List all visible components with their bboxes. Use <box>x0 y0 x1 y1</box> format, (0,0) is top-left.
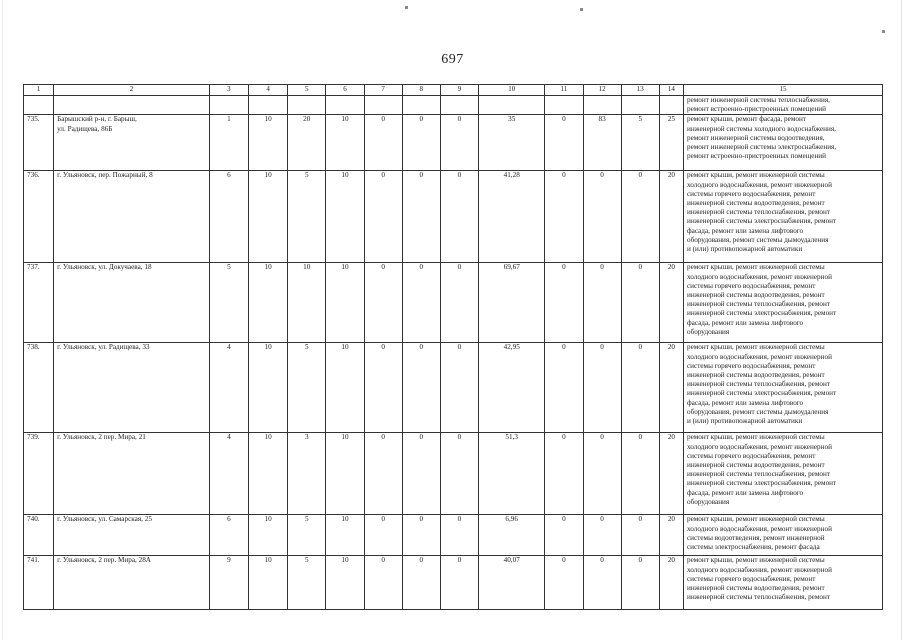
value-cell-c14: 20 <box>659 515 683 556</box>
scan-mark <box>580 8 583 11</box>
value-cell-c11: 0 <box>545 343 583 433</box>
address-cell <box>54 556 210 610</box>
works-cell <box>683 115 882 171</box>
value-cell-c13: 0 <box>621 263 659 343</box>
value-cell-c3: 9 <box>209 556 248 610</box>
address-cell <box>54 263 210 343</box>
table-row <box>24 263 883 343</box>
work-line: фасада, ремонт или замена лифтового <box>686 398 804 407</box>
work-line: холодного водоснабжения, ремонт инженерной <box>686 565 832 574</box>
value-cell-c9: 0 <box>440 556 478 610</box>
work-line: ремонт встроенно-пристроенных помещений <box>686 105 826 114</box>
empty-cell <box>326 96 364 115</box>
work-line: ремонт крыши, ремонт инженерной системы <box>686 433 825 442</box>
value-cell-c11: 0 <box>545 115 583 171</box>
value-cell-c9: 0 <box>440 263 478 343</box>
value-cell-c3: 6 <box>209 171 248 263</box>
empty-cell <box>659 96 683 115</box>
value-cell-c11: 0 <box>545 556 583 610</box>
value-cell-c8: 0 <box>402 433 440 515</box>
value-cell-c14: 25 <box>659 115 683 171</box>
empty-cell <box>440 96 478 115</box>
work-line: ремонт крыши, ремонт инженерной системы <box>686 556 825 565</box>
column-header-1: 1 <box>24 85 54 96</box>
value-cell-c11: 0 <box>545 433 583 515</box>
value-cell-c9: 0 <box>440 115 478 171</box>
work-line: фасада, ремонт или замена лифтового <box>686 226 804 235</box>
value-cell-c9: 0 <box>440 515 478 556</box>
value-cell-c5: 20 <box>288 115 326 171</box>
value-cell-c12: 0 <box>583 433 621 515</box>
work-line: системы горячего водоснабжения, ремонт <box>686 189 816 198</box>
value-cell-c8: 0 <box>402 556 440 610</box>
empty-cell <box>24 96 54 115</box>
address-line: г. Ульяновск, 2 пер. Мира, 21 <box>57 433 146 442</box>
value-cell-c7: 0 <box>364 115 402 171</box>
work-line: ремонт инженерной системы электроснабжения, <box>686 143 837 152</box>
value-cell-c10: 42,95 <box>479 343 545 433</box>
column-header-15: 15 <box>683 85 882 96</box>
row-number: 739. <box>24 433 54 515</box>
work-line: ремонт встроенно-пристроенных помещений <box>686 152 826 161</box>
work-line: инженерной системы водоотведения, ремонт <box>686 291 825 300</box>
row-number: 741. <box>24 556 54 610</box>
value-cell-c12: 0 <box>583 343 621 433</box>
work-line: инженерной системы электроснабжения, ремонт <box>686 309 837 318</box>
column-header-13: 13 <box>621 85 659 96</box>
value-cell-c8: 0 <box>402 343 440 433</box>
value-cell-c3: 5 <box>209 263 248 343</box>
value-cell-c7: 0 <box>364 556 402 610</box>
value-cell-c8: 0 <box>402 515 440 556</box>
value-cell-c11: 0 <box>545 263 583 343</box>
value-cell-c6: 10 <box>326 515 364 556</box>
value-cell-c13: 0 <box>621 343 659 433</box>
column-header-10: 10 <box>479 85 545 96</box>
work-line: холодного водоснабжения, ремонт инженерной <box>686 272 832 281</box>
value-cell-c10: 40,07 <box>479 556 545 610</box>
row-number: 737. <box>24 263 54 343</box>
work-line: ремонт крыши, ремонт фасада, ремонт <box>686 115 806 124</box>
value-cell-c8: 0 <box>402 263 440 343</box>
value-cell-c11: 0 <box>545 515 583 556</box>
column-header-6: 6 <box>326 85 364 96</box>
value-cell-c10: 41,28 <box>479 171 545 263</box>
address-line: г. Ульяновск, пер. Пожарный, 8 <box>57 171 153 180</box>
work-line: холодного водоснабжения, ремонт инженерной <box>686 352 832 361</box>
work-line: системы горячего водоснабжения, ремонт <box>686 451 816 460</box>
scan-mark <box>882 30 885 33</box>
works-cell <box>683 343 882 433</box>
empty-cell <box>621 96 659 115</box>
value-cell-c11: 0 <box>545 171 583 263</box>
empty-cell <box>209 96 248 115</box>
value-cell-c8: 0 <box>402 171 440 263</box>
address-line: г. Ульяновск, ул. Радищева, 33 <box>57 343 150 352</box>
value-cell-c12: 0 <box>583 556 621 610</box>
value-cell-c8: 0 <box>402 115 440 171</box>
work-line: инженерной системы водоотведения, ремонт <box>686 371 825 380</box>
address-cell <box>54 115 210 171</box>
register-table <box>23 84 883 610</box>
column-header-4: 4 <box>249 85 288 96</box>
table-row <box>24 433 883 515</box>
work-line: оборудования <box>686 327 730 336</box>
work-line: ремонт инженерной системы теплоснабжения, <box>686 96 830 104</box>
address-cell <box>54 515 210 556</box>
work-line: инженерной системы водоотведения, ремонт <box>686 461 825 470</box>
value-cell-c14: 20 <box>659 433 683 515</box>
value-cell-c7: 0 <box>364 171 402 263</box>
value-cell-c9: 0 <box>440 343 478 433</box>
address-cell <box>54 433 210 515</box>
work-line: системы горячего водоснабжения, ремонт <box>686 361 816 370</box>
work-line: холодного водоснабжения, ремонт инженерной <box>686 180 832 189</box>
address-line: ул. Радищева, 86Б <box>57 124 113 133</box>
table-row <box>24 515 883 556</box>
work-line: ремонт крыши, ремонт инженерной системы <box>686 343 825 352</box>
work-line: инженерной системы водоотведения, ремонт <box>686 584 825 593</box>
value-cell-c12: 0 <box>583 171 621 263</box>
empty-cell <box>402 96 440 115</box>
value-cell-c5: 5 <box>288 515 326 556</box>
value-cell-c10: 51,3 <box>479 433 545 515</box>
table-header-row <box>24 85 883 96</box>
value-cell-c4: 10 <box>249 515 288 556</box>
value-cell-c13: 0 <box>621 556 659 610</box>
value-cell-c5: 3 <box>288 433 326 515</box>
value-cell-c5: 5 <box>288 343 326 433</box>
work-line: холодного водоснабжения, ремонт инженерной <box>686 524 832 533</box>
work-line: холодного водоснабжения, ремонт инженерной <box>686 442 832 451</box>
work-line: и (или) противопожарной автоматики <box>686 245 803 254</box>
value-cell-c6: 10 <box>326 263 364 343</box>
value-cell-c5: 5 <box>288 171 326 263</box>
value-cell-c4: 10 <box>249 433 288 515</box>
work-line: ремонт инженерной системы водоотведения, <box>686 133 825 142</box>
value-cell-c4: 10 <box>249 263 288 343</box>
table-row <box>24 171 883 263</box>
column-header-7: 7 <box>364 85 402 96</box>
empty-cell <box>364 96 402 115</box>
value-cell-c14: 20 <box>659 263 683 343</box>
row-number: 736. <box>24 171 54 263</box>
column-header-11: 11 <box>545 85 583 96</box>
scan-edge-right <box>901 0 902 640</box>
empty-cell <box>54 96 210 115</box>
address-line: Барышский р-н, г. Барыш, <box>57 115 137 124</box>
column-header-3: 3 <box>209 85 248 96</box>
column-header-5: 5 <box>288 85 326 96</box>
value-cell-c6: 10 <box>326 433 364 515</box>
work-line: инженерной системы электроснабжения, ремонт <box>686 479 837 488</box>
works-cell <box>683 556 882 610</box>
work-line: системы горячего водоснабжения, ремонт <box>686 574 816 583</box>
value-cell-c5: 5 <box>288 556 326 610</box>
work-line: системы электроснабжения, ремонт фасада <box>686 543 820 552</box>
page-number: 697 <box>441 52 464 67</box>
address-line: г. Ульяновск, ул. Докучаева, 18 <box>57 263 152 272</box>
scan-edge-left <box>2 0 3 640</box>
work-line: инженерной системы теплоснабжения, ремонт <box>686 470 830 479</box>
value-cell-c3: 4 <box>209 343 248 433</box>
value-cell-c9: 0 <box>440 433 478 515</box>
work-line: системы водоотведения, ремонт инженерной <box>686 533 825 542</box>
value-cell-c14: 20 <box>659 556 683 610</box>
value-cell-c4: 10 <box>249 171 288 263</box>
address-cell <box>54 171 210 263</box>
value-cell-c7: 0 <box>364 515 402 556</box>
works-cell <box>683 171 882 263</box>
value-cell-c6: 10 <box>326 556 364 610</box>
table-row <box>24 556 883 610</box>
work-line: системы горячего водоснабжения, ремонт <box>686 281 816 290</box>
value-cell-c14: 20 <box>659 171 683 263</box>
work-line: оборудования, ремонт системы дымоудаления <box>686 235 829 244</box>
work-line: фасада, ремонт или замена лифтового <box>686 488 804 497</box>
value-cell-c6: 10 <box>326 343 364 433</box>
value-cell-c13: 0 <box>621 515 659 556</box>
work-line: инженерной системы холодного водоснабжения, <box>686 124 836 133</box>
address-cell <box>54 343 210 433</box>
scan-mark <box>405 6 408 9</box>
value-cell-c6: 10 <box>326 171 364 263</box>
value-cell-c7: 0 <box>364 263 402 343</box>
work-line: инженерной системы теплоснабжения, ремонт <box>686 593 830 602</box>
column-header-2: 2 <box>54 85 210 96</box>
works-cell <box>683 96 882 115</box>
work-line: и (или) противопожарной автоматики <box>686 417 803 426</box>
value-cell-c3: 4 <box>209 433 248 515</box>
column-header-9: 9 <box>440 85 478 96</box>
value-cell-c3: 1 <box>209 115 248 171</box>
work-line: инженерной системы электроснабжения, ремонт <box>686 389 837 398</box>
table-row <box>24 115 883 171</box>
value-cell-c3: 6 <box>209 515 248 556</box>
work-line: фасада, ремонт или замена лифтового <box>686 318 804 327</box>
work-line: инженерной системы теплоснабжения, ремонт <box>686 208 830 217</box>
value-cell-c12: 0 <box>583 515 621 556</box>
empty-cell <box>288 96 326 115</box>
value-cell-c10: 69,67 <box>479 263 545 343</box>
value-cell-c13: 0 <box>621 433 659 515</box>
work-line: оборудования <box>686 497 730 506</box>
empty-cell <box>545 96 583 115</box>
value-cell-c5: 10 <box>288 263 326 343</box>
continuation-row <box>24 96 883 115</box>
address-line: г. Ульяновск, ул. Самарская, 25 <box>57 515 152 524</box>
works-cell <box>683 263 882 343</box>
work-line: инженерной системы электроснабжения, ремонт <box>686 217 837 226</box>
work-line: ремонт крыши, ремонт инженерной системы <box>686 171 825 180</box>
row-number: 738. <box>24 343 54 433</box>
value-cell-c6: 10 <box>326 115 364 171</box>
address-line: г. Ульяновск, 2 пер. Мира, 28А <box>57 556 151 565</box>
work-line: инженерной системы водоотведения, ремонт <box>686 199 825 208</box>
empty-cell <box>249 96 288 115</box>
value-cell-c4: 10 <box>249 343 288 433</box>
value-cell-c13: 0 <box>621 171 659 263</box>
works-cell <box>683 433 882 515</box>
value-cell-c9: 0 <box>440 171 478 263</box>
row-number: 735. <box>24 115 54 171</box>
column-header-8: 8 <box>402 85 440 96</box>
value-cell-c12: 83 <box>583 115 621 171</box>
column-header-12: 12 <box>583 85 621 96</box>
empty-cell <box>479 96 545 115</box>
work-line: ремонт крыши, ремонт инженерной системы <box>686 515 825 524</box>
work-line: оборудования, ремонт системы дымоудаления <box>686 407 829 416</box>
value-cell-c4: 10 <box>249 556 288 610</box>
table-row <box>24 343 883 433</box>
value-cell-c7: 0 <box>364 343 402 433</box>
work-line: инженерной системы теплоснабжения, ремонт <box>686 300 830 309</box>
row-number: 740. <box>24 515 54 556</box>
empty-cell <box>583 96 621 115</box>
value-cell-c10: 35 <box>479 115 545 171</box>
value-cell-c4: 10 <box>249 115 288 171</box>
value-cell-c10: 6,96 <box>479 515 545 556</box>
works-cell <box>683 515 882 556</box>
value-cell-c12: 0 <box>583 263 621 343</box>
work-line: инженерной системы теплоснабжения, ремонт <box>686 380 830 389</box>
value-cell-c14: 20 <box>659 343 683 433</box>
value-cell-c7: 0 <box>364 433 402 515</box>
value-cell-c13: 5 <box>621 115 659 171</box>
work-line: ремонт крыши, ремонт инженерной системы <box>686 263 825 272</box>
column-header-14: 14 <box>659 85 683 96</box>
